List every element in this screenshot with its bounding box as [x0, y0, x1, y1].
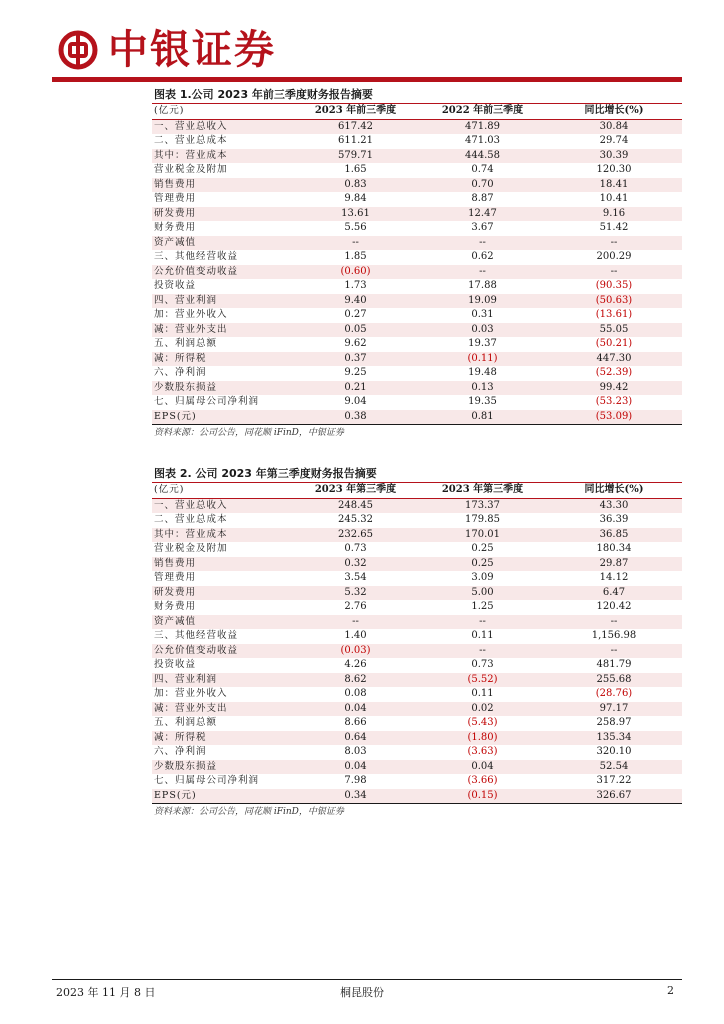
row-label: 六、净利润: [154, 367, 207, 378]
table-row: [152, 192, 682, 207]
table-cell: 0.31: [471, 309, 494, 320]
table-cell: --: [292, 615, 419, 630]
table-cell: 18.41: [546, 178, 682, 193]
table-row: [152, 600, 682, 615]
table-cell: (1.80): [419, 731, 546, 746]
table-cell: 8.03: [344, 746, 367, 757]
table-cell: 0.08: [344, 688, 367, 699]
table-cell: 0.64: [292, 731, 419, 746]
column-header: 2023 年前三季度: [314, 105, 397, 116]
table-cell: 255.68: [546, 673, 682, 688]
table-row: [152, 774, 682, 789]
table-row: [152, 279, 682, 294]
row-label: 七、归属母公司净利润: [154, 396, 260, 407]
table-row: [152, 586, 682, 601]
table-cell: 447.30: [546, 352, 682, 367]
row-label: 其中：营业成本: [152, 149, 292, 164]
table-cell: 10.41: [599, 193, 629, 204]
table-cell: (5.43): [467, 717, 498, 728]
table-row: [152, 265, 682, 280]
table-cell: 9.25: [344, 367, 367, 378]
row-label: 二、营业总成本: [154, 514, 228, 525]
row-label: 加：营业外收入: [154, 309, 228, 320]
table-row: [152, 294, 682, 309]
row-label: 资产减值: [152, 615, 292, 630]
table-cell: 30.84: [546, 119, 682, 134]
table-cell: 248.45: [292, 498, 419, 513]
row-label: EPS(元): [152, 789, 292, 804]
table-cell: 17.88: [468, 280, 497, 291]
table-cell: (0.11): [419, 352, 546, 367]
row-label: 销售费用: [152, 178, 292, 193]
table-cell: 9.84: [344, 193, 367, 204]
table-cell: 14.12: [599, 572, 629, 583]
table-cell: 0.27: [344, 309, 367, 320]
row-label: 四、营业利润: [152, 673, 292, 688]
row-label: 减：营业外支出: [152, 702, 292, 717]
table-cell: 2.76: [344, 601, 367, 612]
footer-company: 桐昆股份: [340, 986, 384, 999]
table-1-body: [152, 119, 682, 425]
table-row: [152, 163, 682, 178]
table-cell: (0.03): [292, 644, 419, 659]
table-header-row: [152, 483, 682, 498]
page-header: [0, 0, 724, 90]
table-cell: 0.34: [292, 789, 419, 804]
table-cell: 97.17: [546, 702, 682, 717]
row-label: 少数股东损益: [152, 760, 292, 775]
row-label: 一、营业总收入: [152, 119, 292, 134]
table-cell: (3.63): [467, 746, 498, 757]
table-cell: 0.03: [419, 323, 546, 338]
column-header: 2022 年前三季度: [441, 105, 524, 116]
table-row: [152, 366, 682, 381]
table-cell: 0.37: [292, 352, 419, 367]
table-row: [152, 629, 682, 644]
table-cell: 5.00: [419, 586, 546, 601]
table-cell: 9.04: [344, 396, 367, 407]
table-cell: --: [419, 236, 546, 251]
table-1: [152, 104, 682, 425]
table-cell: (90.35): [595, 280, 633, 291]
table-cell: 0.74: [471, 164, 494, 175]
row-label: 营业税金及附加: [154, 543, 228, 554]
table-2: [152, 483, 682, 804]
row-label: EPS(元): [152, 410, 292, 425]
row-label: 五、利润总额: [154, 717, 218, 728]
table-cell: 471.89: [419, 119, 546, 134]
table-cell: 9.40: [292, 294, 419, 309]
table-cell: 0.04: [292, 702, 419, 717]
table-cell: 1.25: [471, 601, 494, 612]
table-1-title: 图表 1.公司 2023 年前三季度财务报告摘要: [152, 86, 682, 104]
table-cell: 8.87: [471, 193, 494, 204]
table-cell: 579.71: [292, 149, 419, 164]
table-cell: 120.42: [596, 601, 632, 612]
table-cell: (28.76): [595, 688, 633, 699]
row-label: 一、营业总收入: [152, 498, 292, 513]
table-2-source: 资料来源：公司公告，同花顺 iFinD，中银证券: [154, 807, 344, 817]
table-cell: 1.65: [344, 164, 367, 175]
bank-of-china-logo-icon: [58, 30, 98, 70]
table-cell: 19.48: [468, 367, 497, 378]
table-cell: 3.67: [471, 222, 494, 233]
table-cell: 12.47: [419, 207, 546, 222]
table-cell: 0.04: [292, 760, 419, 775]
table-cell: 1.73: [344, 280, 367, 291]
table-cell: 0.13: [419, 381, 546, 396]
table-row: [152, 687, 682, 702]
footer-divider: [52, 979, 682, 980]
table-cell: --: [419, 615, 546, 630]
header-divider: [52, 77, 682, 82]
table-row: [152, 731, 682, 746]
table-2-body: [152, 498, 682, 804]
table-cell: 0.83: [292, 178, 419, 193]
table-cell: 52.54: [546, 760, 682, 775]
table-cell: (50.63): [546, 294, 682, 309]
table-cell: 0.11: [471, 688, 494, 699]
table-cell: (53.23): [595, 396, 633, 407]
table-cell: 0.04: [419, 760, 546, 775]
row-label: 二、营业总成本: [154, 135, 228, 146]
row-label: 减：所得税: [152, 352, 292, 367]
row-label: 加：营业外收入: [154, 688, 228, 699]
table-cell: 0.25: [471, 543, 494, 554]
table-cell: 0.32: [292, 557, 419, 572]
table-row: [152, 542, 682, 557]
table-cell: 19.37: [468, 338, 497, 349]
table-row: [152, 149, 682, 164]
row-label: 营业税金及附加: [154, 164, 228, 175]
table-cell: 232.65: [292, 528, 419, 543]
table-cell: 617.42: [292, 119, 419, 134]
table-row: [152, 221, 682, 236]
table-cell: 30.39: [546, 149, 682, 164]
table-cell: 1,156.98: [591, 630, 637, 641]
table-cell: (53.09): [546, 410, 682, 425]
row-label: 其中：营业成本: [152, 528, 292, 543]
table-cell: --: [546, 644, 682, 659]
row-label: 财务费用: [154, 222, 197, 233]
table-cell: 180.34: [596, 543, 632, 554]
table-cell: (50.21): [595, 338, 633, 349]
table-cell: 36.85: [546, 528, 682, 543]
table-cell: 9.62: [344, 338, 367, 349]
table-cell: 200.29: [596, 251, 632, 262]
table-cell: 611.21: [338, 135, 373, 146]
row-label: 投资收益: [154, 280, 197, 291]
row-label: 销售费用: [152, 557, 292, 572]
column-header: 同比增长(%): [584, 484, 644, 495]
table-cell: 99.42: [546, 381, 682, 396]
table-cell: 29.87: [546, 557, 682, 572]
table-row: [152, 702, 682, 717]
row-label: 六、净利润: [154, 746, 207, 757]
table-row: [152, 615, 682, 630]
row-label: 投资收益: [154, 659, 197, 670]
table-row: [152, 178, 682, 193]
row-label: 管理费用: [154, 193, 197, 204]
table-row: [152, 323, 682, 338]
row-label: 管理费用: [154, 572, 197, 583]
table-cell: 19.35: [468, 396, 497, 407]
table-cell: 3.09: [471, 572, 494, 583]
brand-name: 中银证券: [108, 27, 276, 73]
row-label: 公允价值变动收益: [152, 265, 292, 280]
table-cell: 55.05: [546, 323, 682, 338]
table-cell: 0.11: [471, 630, 494, 641]
table-row: [152, 644, 682, 659]
table-cell: 9.16: [546, 207, 682, 222]
page-number: 2: [667, 984, 674, 997]
table-row: [152, 207, 682, 222]
table-row: [152, 395, 682, 410]
table-cell: 0.73: [471, 659, 494, 670]
table-cell: 8.62: [292, 673, 419, 688]
table-cell: 471.03: [465, 135, 500, 146]
table-row: [152, 557, 682, 572]
column-header: 2023 年第三季度: [441, 484, 524, 495]
table-cell: 1.40: [344, 630, 367, 641]
table-header-row: [152, 104, 682, 119]
table-cell: 5.56: [344, 222, 367, 233]
table-cell: 170.01: [419, 528, 546, 543]
table-cell: --: [292, 236, 419, 251]
table-cell: 13.61: [292, 207, 419, 222]
table-row: [152, 381, 682, 396]
table-cell: 444.58: [419, 149, 546, 164]
table-cell: (0.60): [292, 265, 419, 280]
row-label: 研发费用: [152, 207, 292, 222]
table-row: [152, 658, 682, 673]
table-cell: 19.09: [419, 294, 546, 309]
table-cell: --: [419, 265, 546, 280]
table-cell: 481.79: [596, 659, 632, 670]
table-cell: (3.66): [467, 775, 498, 786]
table-2-title: 图表 2. 公司 2023 年第三季度财务报告摘要: [152, 465, 682, 483]
table-cell: 51.42: [599, 222, 629, 233]
table-cell: 173.37: [419, 498, 546, 513]
table-cell: 0.70: [419, 178, 546, 193]
table-cell: 4.26: [344, 659, 367, 670]
table-cell: (5.52): [419, 673, 546, 688]
table-row: [152, 673, 682, 688]
column-header: (亿元): [154, 105, 185, 116]
table-cell: 3.54: [344, 572, 367, 583]
column-header: (亿元): [154, 484, 185, 495]
row-label: 少数股东损益: [152, 381, 292, 396]
table-row: [152, 760, 682, 775]
table-cell: (0.15): [419, 789, 546, 804]
row-label: 财务费用: [154, 601, 197, 612]
table-row: [152, 571, 682, 586]
table-cell: 43.30: [546, 498, 682, 513]
table-2-block: [152, 465, 682, 819]
row-label: 四、营业利润: [152, 294, 292, 309]
table-row: [152, 119, 682, 134]
table-cell: 245.32: [338, 514, 373, 525]
row-label: 研发费用: [152, 586, 292, 601]
table-cell: 320.10: [596, 746, 632, 757]
row-label: 减：营业外支出: [152, 323, 292, 338]
table-cell: 0.25: [419, 557, 546, 572]
column-header: 2023 年第三季度: [314, 484, 397, 495]
row-label: 三、其他经营收益: [154, 251, 239, 262]
row-label: 减：所得税: [152, 731, 292, 746]
table-cell: 326.67: [546, 789, 682, 804]
column-header: 同比增长(%): [584, 105, 644, 116]
table-cell: --: [546, 265, 682, 280]
table-cell: 135.34: [546, 731, 682, 746]
table-cell: --: [546, 615, 682, 630]
table-row: [152, 513, 682, 528]
row-label: 资产减值: [152, 236, 292, 251]
table-cell: --: [546, 236, 682, 251]
table-cell: 0.62: [471, 251, 494, 262]
table-1-source: 资料来源：公司公告，同花顺 iFinD，中银证券: [154, 428, 344, 438]
table-cell: (13.61): [595, 309, 633, 320]
table-cell: 6.47: [546, 586, 682, 601]
table-row: [152, 716, 682, 731]
table-cell: 317.22: [596, 775, 632, 786]
table-row: [152, 337, 682, 352]
table-1-block: [152, 86, 682, 440]
row-label: 五、利润总额: [154, 338, 218, 349]
table-cell: 120.30: [596, 164, 632, 175]
table-cell: 179.85: [465, 514, 500, 525]
table-row: [152, 789, 682, 804]
table-cell: 7.98: [344, 775, 367, 786]
row-label: 七、归属母公司净利润: [154, 775, 260, 786]
table-cell: (52.39): [595, 367, 633, 378]
table-row: [152, 745, 682, 760]
table-row: [152, 498, 682, 513]
table-cell: 1.85: [344, 251, 367, 262]
table-row: [152, 528, 682, 543]
table-cell: 0.02: [419, 702, 546, 717]
row-label: 三、其他经营收益: [154, 630, 239, 641]
footer-date: 2023 年 11 月 8 日: [56, 986, 156, 999]
table-row: [152, 250, 682, 265]
table-cell: 36.39: [599, 514, 629, 525]
table-row: [152, 352, 682, 367]
table-cell: 29.74: [599, 135, 629, 146]
table-cell: 0.38: [292, 410, 419, 425]
table-row: [152, 236, 682, 251]
table-cell: 0.73: [344, 543, 367, 554]
table-row: [152, 308, 682, 323]
table-cell: 0.21: [292, 381, 419, 396]
table-cell: --: [419, 644, 546, 659]
table-row: [152, 410, 682, 425]
table-cell: 258.97: [596, 717, 632, 728]
table-cell: 0.81: [419, 410, 546, 425]
table-row: [152, 134, 682, 149]
row-label: 公允价值变动收益: [152, 644, 292, 659]
table-cell: 8.66: [344, 717, 367, 728]
table-cell: 5.32: [292, 586, 419, 601]
table-cell: 0.05: [292, 323, 419, 338]
